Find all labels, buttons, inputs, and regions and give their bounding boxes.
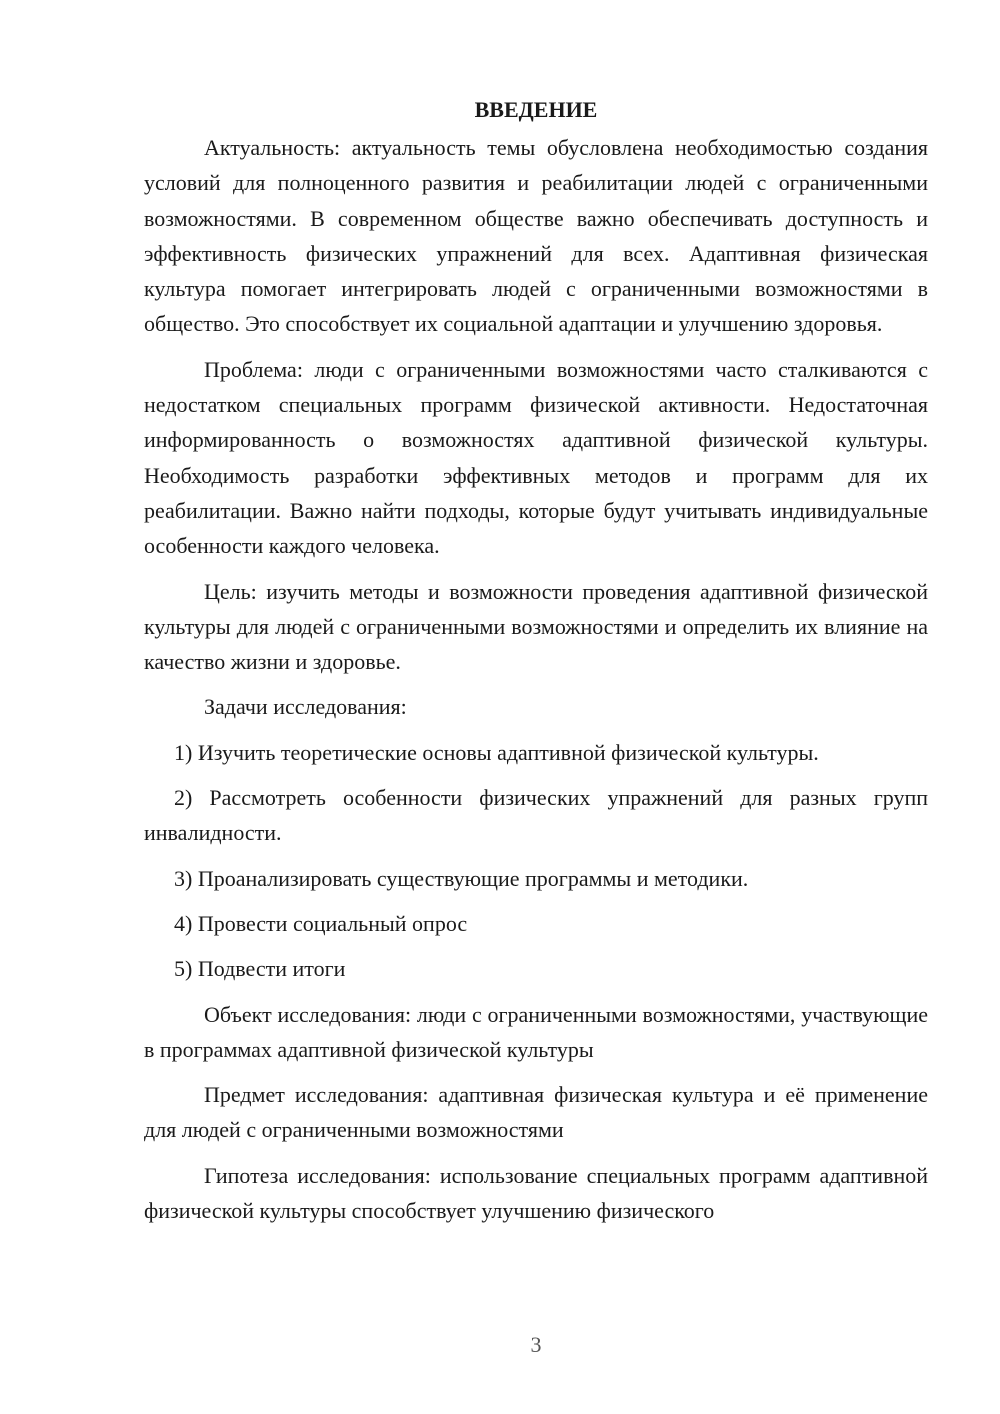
task-item-5: 5) Подвести итоги: [174, 956, 346, 982]
paragraph-subject: Предмет исследования: адаптивная физическая культура и её применение для людей с ограниченными возможностями: [144, 1082, 928, 1143]
paragraph-problem: Проблема: люди с ограниченными возможностями часто сталкиваются с недостатком специальных программ физической активности. Недостаточная информированность о возможностях адаптивной физической культуры. Необходимость разработки эффективных методов и программ для их реабилитации. Важно найти подходы, которые будут учитывать индивидуальные особенности каждого человека.: [144, 356, 928, 559]
paragraph-goal: Цель: изучить методы и возможности проведения адаптивной физической культуры для людей с ограниченными возможностями и определить их влияние на качество жизни и здоровье.: [144, 578, 928, 675]
paragraph-hypothesis: Гипотеза исследования: использование специальных программ адаптивной физической культуры способствует улучшению физического: [144, 1162, 928, 1224]
paragraph-relevance: Актуальность: актуальность темы обусловлена необходимостью создания условий для полноценного развития и реабилитации людей с ограниченными возможностями. В современном обществе важно обеспечивать доступность и эффективность физических упражнений для всех. Адаптивная физическая культура помогает интегрировать людей с ограниченными возможностями в общество. Это способствует их социальной адаптации и улучшению здоровья.: [144, 135, 928, 337]
paragraph-object: Объект исследования: люди с ограниченными возможностями, участвующие в программах адаптивной физической культуры: [144, 1001, 928, 1062]
document-page: [144, 92, 928, 1238]
page-number: 3: [530, 1332, 542, 1357]
task-item-3: 3) Проанализировать существующие программы и методики.: [174, 865, 749, 891]
tasks-list: [144, 735, 928, 987]
section-title: ВВЕДЕНИЕ: [474, 97, 598, 122]
task-item-1: 1) Изучить теоретические основы адаптивной физической культуры.: [174, 739, 819, 765]
task-item-4: 4) Провести социальный опрос: [174, 910, 468, 936]
task-item-2: 2) Рассмотреть особенности физических упражнений для разных групп инвалидности.: [144, 785, 928, 846]
tasks-label: Задачи исследования:: [204, 694, 407, 720]
